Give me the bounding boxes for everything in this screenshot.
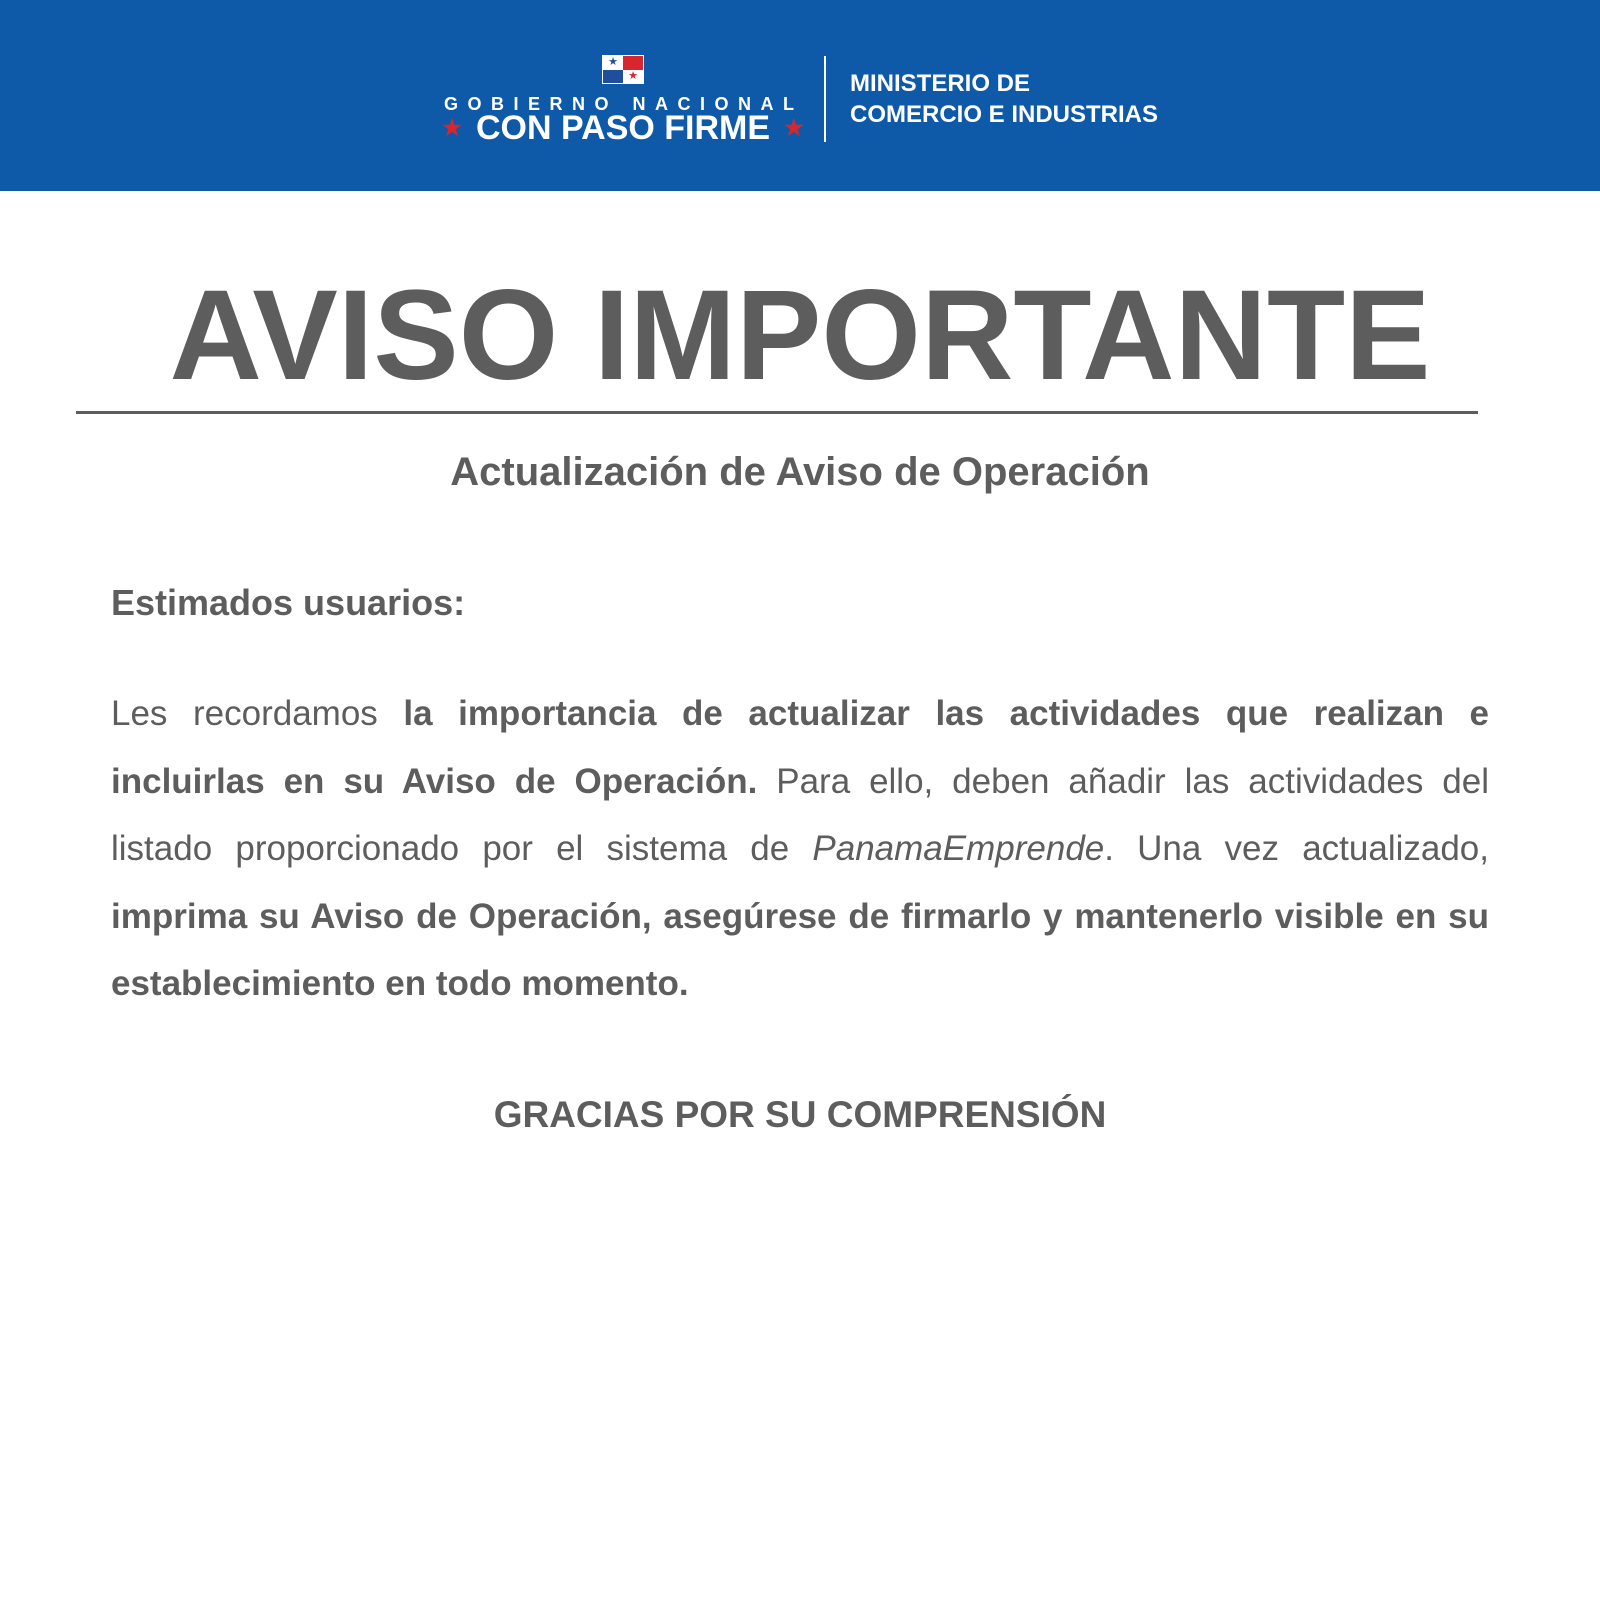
ministry-line-1: MINISTERIO DE [850,70,1031,97]
flag-blue-star-icon: ★ [603,56,623,70]
notice-subtitle: Actualización de Aviso de Operación [450,450,1150,494]
body-bold-2: imprima su Aviso de Operación, asegúrese de firmarlo y mantenerlo visible en su establecimiento en todo momento. [111,896,1489,1003]
notice-title: AVISO IMPORTANTE [169,264,1431,407]
panamaemprende-text: PanamaEmprende [812,829,1105,868]
ministry-line-2: COMERCIO E INDUSTRIAS [850,101,1159,128]
gobierno-nacional-label: GOBIERNO NACIONAL [444,94,804,114]
panama-flag-icon [602,55,644,84]
closing-text: GRACIAS POR SU COMPRENSIÓN [493,1094,1107,1135]
body-text-2: Para ello, deben añadir las actividades del listado proporcionado por el sistema de [111,761,1489,868]
greeting: Estimados usuarios: [111,582,466,623]
header-divider [824,56,826,142]
con-paso-firme-text: CON PASO FIRME [475,108,771,147]
right-star-icon: ★ [784,115,804,140]
flag-red-star-icon: ★ [623,70,643,84]
title-divider [76,411,1478,414]
ministry-name [850,68,1158,130]
body-text-1: Les recordamos [111,694,404,733]
body-bold-1: la importancia de actualizar las actividades que realizan e incluirlas en su Aviso de Operación. [111,694,1490,801]
body-text-3: . Una vez actualizado, [1104,829,1489,868]
notice-body [111,680,1489,1018]
con-paso-firme-label [444,108,802,148]
left-star-icon: ★ [442,115,462,140]
government-header [0,0,1600,191]
